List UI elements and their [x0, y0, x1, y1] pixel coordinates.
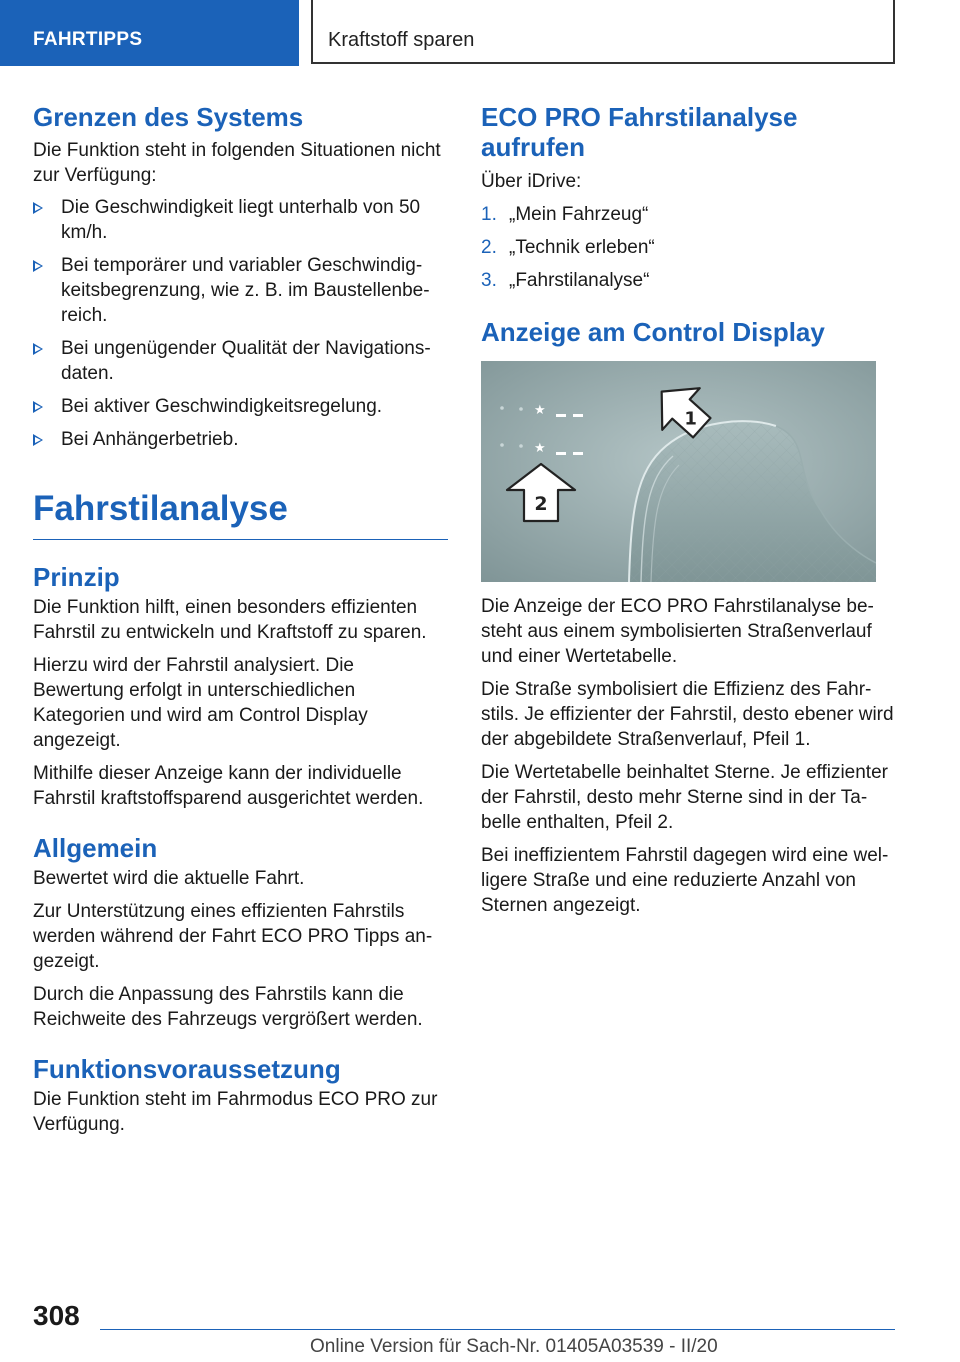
triangle-bullet-icon: [33, 260, 43, 272]
svg-text:2: 2: [534, 493, 548, 515]
chapter-title: Kraftstoff sparen: [328, 29, 475, 51]
triangle-bullet-icon: [33, 202, 43, 214]
list-item: 2. „Technik erleben“: [481, 237, 655, 258]
svg-text:★: ★: [534, 441, 546, 456]
display-paragraph: Die Wertetabelle beinhaltet Sterne. Je effizienter der Fahrstil, desto mehr Sterne sind in der Tabelle enthalten, Pfeil 2.: [481, 762, 888, 833]
list-item: 1. „Mein Fahrzeug“: [481, 204, 649, 225]
display-paragraph: Bei ineffizientem Fahrstil dagegen wird eine welligere Straße und eine reduzierte Anzahl von Sternen angezeigt.: [481, 845, 889, 916]
display-heading: Anzeige am Control Display: [481, 317, 825, 347]
requirement-heading: Funktionsvoraussetzung: [33, 1054, 341, 1084]
list-item: Bei temporärer und variabler Geschwindigkeitsbegrenzung, wie z. B. im Baustellenbereich.: [33, 253, 448, 328]
online-version-note: Online Version für Sach-Nr. 01405A03539 - II/20: [310, 1336, 718, 1357]
svg-text:★: ★: [534, 403, 546, 418]
road-display-illustration: [481, 361, 895, 582]
section-tab: [0, 0, 299, 66]
display-paragraph: Die Straße symbolisiert die Effizienz des Fahrstils. Je effizienter der Fahrstil, desto ebener wird der abgebildete Straßenverlauf, Pfeil 1.: [481, 679, 894, 750]
chapter-box: [311, 0, 895, 64]
limits-list: [33, 195, 448, 452]
right-column: [481, 102, 896, 918]
principle-paragraph: Mithilfe dieser Anzeige kann der individuelle Fahrstil kraftstoffsparend ausgerichtet werden.: [33, 763, 424, 809]
principle-paragraph: Die Funktion hilft, einen besonders effizienten Fahrstil zu entwickeln und Kraftstoff zu sparen.: [33, 597, 427, 643]
list-item: Bei ungenügender Qualität der Navigationsdaten.: [33, 336, 448, 386]
triangle-bullet-icon: [33, 434, 43, 446]
general-heading: Allgemein: [33, 833, 158, 863]
left-column: [33, 102, 448, 1137]
call-intro: Über iDrive:: [481, 171, 582, 192]
steps-list: [481, 202, 896, 293]
limits-intro: Die Funktion steht in folgenden Situationen nicht zur Verfügung:: [33, 140, 441, 186]
control-display-figure: [481, 361, 895, 582]
principle-heading: Prinzip: [33, 562, 120, 592]
general-paragraph: Bewertet wird die aktuelle Fahrt.: [33, 868, 305, 889]
main-heading: Fahrstilanalyse: [33, 489, 448, 540]
general-paragraph: Durch die Anpassung des Fahrstils kann die Reichweite des Fahrzeugs vergrößert werden.: [33, 984, 423, 1030]
page-number: 308: [33, 1300, 80, 1331]
triangle-bullet-icon: [33, 343, 43, 355]
general-paragraph: Zur Unterstützung eines effizienten Fahrstils werden während der Fahrt ECO PRO Tipps angezeigt.: [33, 901, 433, 972]
section-title: FAHRTIPPS: [33, 29, 143, 50]
call-heading: ECO PRO Fahrstilanalyse aufrufen: [481, 102, 798, 162]
svg-text:1: 1: [684, 408, 697, 430]
requirement-paragraph: Die Funktion steht im Fahrmodus ECO PRO zur Verfügung.: [33, 1089, 438, 1135]
principle-paragraph: Hierzu wird der Fahrstil analysiert. Die Bewertung erfolgt in unterschiedlichen Kategorien und wird am Control Display angezeigt.: [33, 655, 368, 751]
list-item: Die Geschwindigkeit liegt unterhalb von 50 km/h.: [33, 195, 448, 245]
limits-heading: Grenzen des Systems: [33, 102, 304, 132]
list-item: Bei Anhängerbetrieb.: [33, 427, 448, 452]
list-item: Bei aktiver Geschwindigkeitsregelung.: [33, 394, 448, 419]
footer-divider: [100, 1329, 895, 1330]
list-item: 3. „Fahrstilanalyse“: [481, 270, 650, 291]
display-paragraph: Die Anzeige der ECO PRO Fahrstilanalyse besteht aus einem symbolisierten Straßenverlauf und einer Wertetabelle.: [481, 596, 874, 667]
triangle-bullet-icon: [33, 401, 43, 413]
